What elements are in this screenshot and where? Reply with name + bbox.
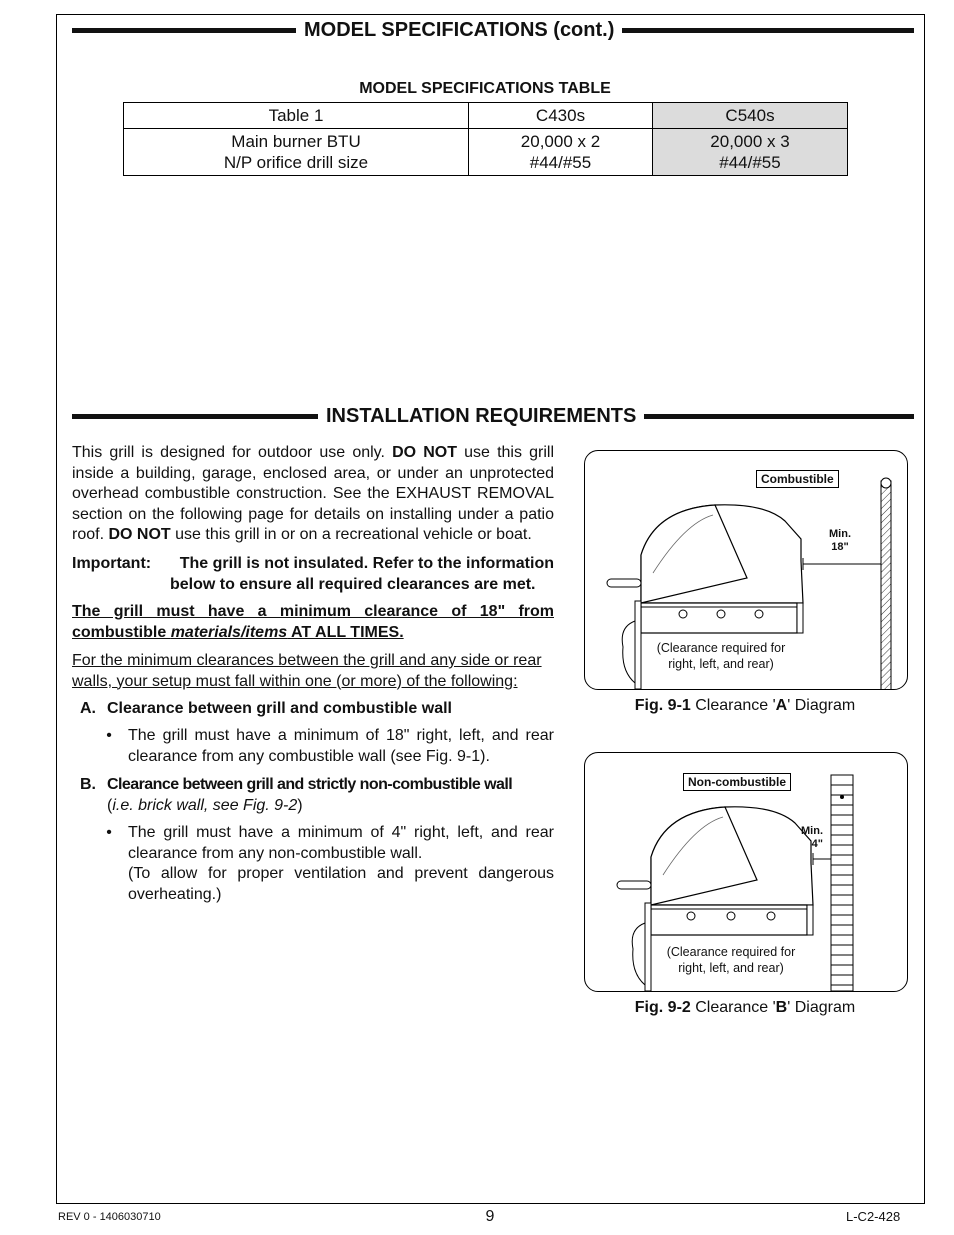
text-run: (Clearance required for — [656, 641, 786, 655]
text-run: Min. — [829, 528, 851, 540]
caption-number: Fig. 9-2 — [634, 999, 691, 1016]
text-run: ' Diagram — [787, 999, 856, 1016]
wall-point — [840, 795, 844, 799]
emphasis: i.e. brick wall, see Fig. 9-2 — [112, 796, 298, 814]
text-run: ' Diagram — [787, 697, 856, 714]
combustible-label: Combustible — [756, 470, 839, 488]
side-handle — [617, 881, 651, 889]
cart-side — [635, 601, 641, 689]
caption-letter: A — [775, 697, 788, 714]
bullet-text: The grill must have a minimum of 18" right, left, and rear clearance from any combustible wall (see Fig. 9-1). — [128, 727, 554, 765]
section-title: INSTALLATION REQUIREMENTS — [326, 405, 637, 427]
header-rule-right — [622, 28, 914, 33]
emphasis: DO NOT — [108, 526, 171, 543]
side-handle — [607, 579, 641, 587]
bullet-text: The grill must have a minimum of 4" right, left, and rear clearance from any non-combustible wall. — [128, 824, 554, 862]
minimum-clearance-text: For the minimum clearances between the grill and any side or rear walls, your setup must fall within one (or more) of the following: — [72, 652, 542, 690]
spec-table — [123, 102, 848, 176]
table-cell — [469, 129, 653, 176]
text-run: Clearance ' — [690, 697, 776, 714]
caption-number: Fig. 9-1 — [634, 697, 691, 714]
figure-caption-1 — [584, 697, 906, 715]
bullet-icon: • — [106, 824, 112, 841]
table-header-row — [124, 103, 848, 129]
table-cell — [653, 129, 848, 176]
table-caption: MODEL SPECIFICATIONS TABLE — [359, 80, 611, 97]
text-run: Min. — [801, 825, 823, 837]
combustible-wall — [881, 481, 891, 689]
text-run: 18" — [831, 541, 849, 553]
item-b-heading — [72, 775, 554, 816]
cart-side-right — [797, 603, 803, 633]
header-rule-left — [72, 414, 318, 419]
cell-line: Main burner BTU — [231, 132, 361, 151]
cart-side-right — [807, 905, 813, 935]
min-4-label — [801, 825, 823, 851]
section-title: MODEL SPECIFICATIONS (cont.) — [304, 19, 615, 41]
text-run: AT ALL TIMES. — [287, 623, 404, 641]
item-b-title-block — [107, 775, 554, 816]
figure-noncombustible-clearance — [584, 752, 908, 992]
text-run: The grill must have a minimum clearance of 18" from combustible — [72, 603, 554, 641]
important-label: Important: — [72, 555, 152, 572]
important-line: below to ensure all required clearances are met. — [170, 575, 536, 593]
cart-edge — [632, 923, 645, 985]
clearance-warning — [72, 602, 554, 643]
bullet-text: (To allow for proper ventilation and prevent dangerous overheating.) — [128, 865, 554, 903]
header-rule-left — [72, 28, 296, 33]
cell-line: 20,000 x 2 — [520, 132, 601, 151]
text-run: ) — [297, 796, 303, 814]
cell-line: 20,000 x 3 — [710, 132, 790, 151]
brick-wall — [831, 775, 853, 991]
caption-letter: B — [775, 999, 788, 1016]
table-header-cell: C540s — [653, 103, 848, 129]
emphasis: DO NOT — [392, 444, 457, 461]
text-run: right, left, and rear) — [678, 961, 784, 975]
brick-wall-outline — [831, 775, 853, 991]
item-title: Clearance between grill and strictly non-combustible wall — [107, 776, 513, 793]
intro-paragraph — [72, 443, 554, 546]
figure-combustible-clearance — [584, 450, 908, 690]
item-letter: B. — [80, 776, 96, 793]
item-b-bullet — [72, 823, 554, 905]
bullet-icon: • — [106, 727, 112, 744]
section-header-install — [72, 405, 914, 428]
text-run: Clearance ' — [690, 999, 776, 1016]
min-18-label — [829, 528, 851, 554]
text-run: use this grill inside a building, garage, enclosed area, or under an unprotected overhead combustible construction. See the EXHAUST REMOVAL section on the following page for details on installing under a patio roof. — [72, 444, 555, 543]
noncombustible-label: Non-combustible — [683, 773, 791, 791]
item-title: Clearance between grill and combustible wall — [107, 700, 452, 717]
clearance-note — [647, 640, 795, 672]
text-run: right, left, and rear) — [668, 657, 774, 671]
header-rule-right — [644, 414, 914, 419]
table-cell — [124, 129, 469, 176]
revision-code: REV 0 - 1406030710 — [58, 1211, 161, 1223]
cart-side — [645, 903, 651, 991]
text-run: 4" — [811, 838, 823, 850]
cart-edge — [622, 621, 635, 683]
figure-caption-2 — [584, 999, 906, 1017]
item-letter: A. — [80, 700, 96, 717]
cell-line: N/P orifice drill size — [223, 153, 369, 172]
text-run: use this grill in or on a recreational vehicle or boat. — [170, 526, 532, 543]
text-run: This grill is designed for outdoor use only. — [72, 444, 393, 461]
wall-top-cap — [881, 478, 891, 488]
important-line: The grill is not insulated. Refer to the information — [179, 555, 554, 572]
table-row — [124, 129, 848, 176]
cell-line: #44/#55 — [719, 153, 781, 172]
important-note — [72, 554, 554, 595]
section-header-specs — [72, 19, 914, 42]
table-header-cell: Table 1 — [124, 103, 469, 129]
text-run: ( — [107, 796, 113, 814]
document-code: L-C2-428 — [846, 1209, 901, 1224]
cell-line: #44/#55 — [529, 153, 592, 172]
clearance-note — [655, 944, 807, 976]
text-run: (Clearance required for — [666, 945, 796, 959]
bullet-text-block — [128, 823, 554, 905]
emphasis: materials/items — [170, 623, 288, 641]
brick-courses — [831, 785, 853, 985]
table-header-cell: C430s — [469, 103, 653, 129]
item-a-bullet — [72, 726, 554, 767]
item-a-heading — [72, 699, 554, 720]
page-number: 9 — [485, 1208, 495, 1225]
